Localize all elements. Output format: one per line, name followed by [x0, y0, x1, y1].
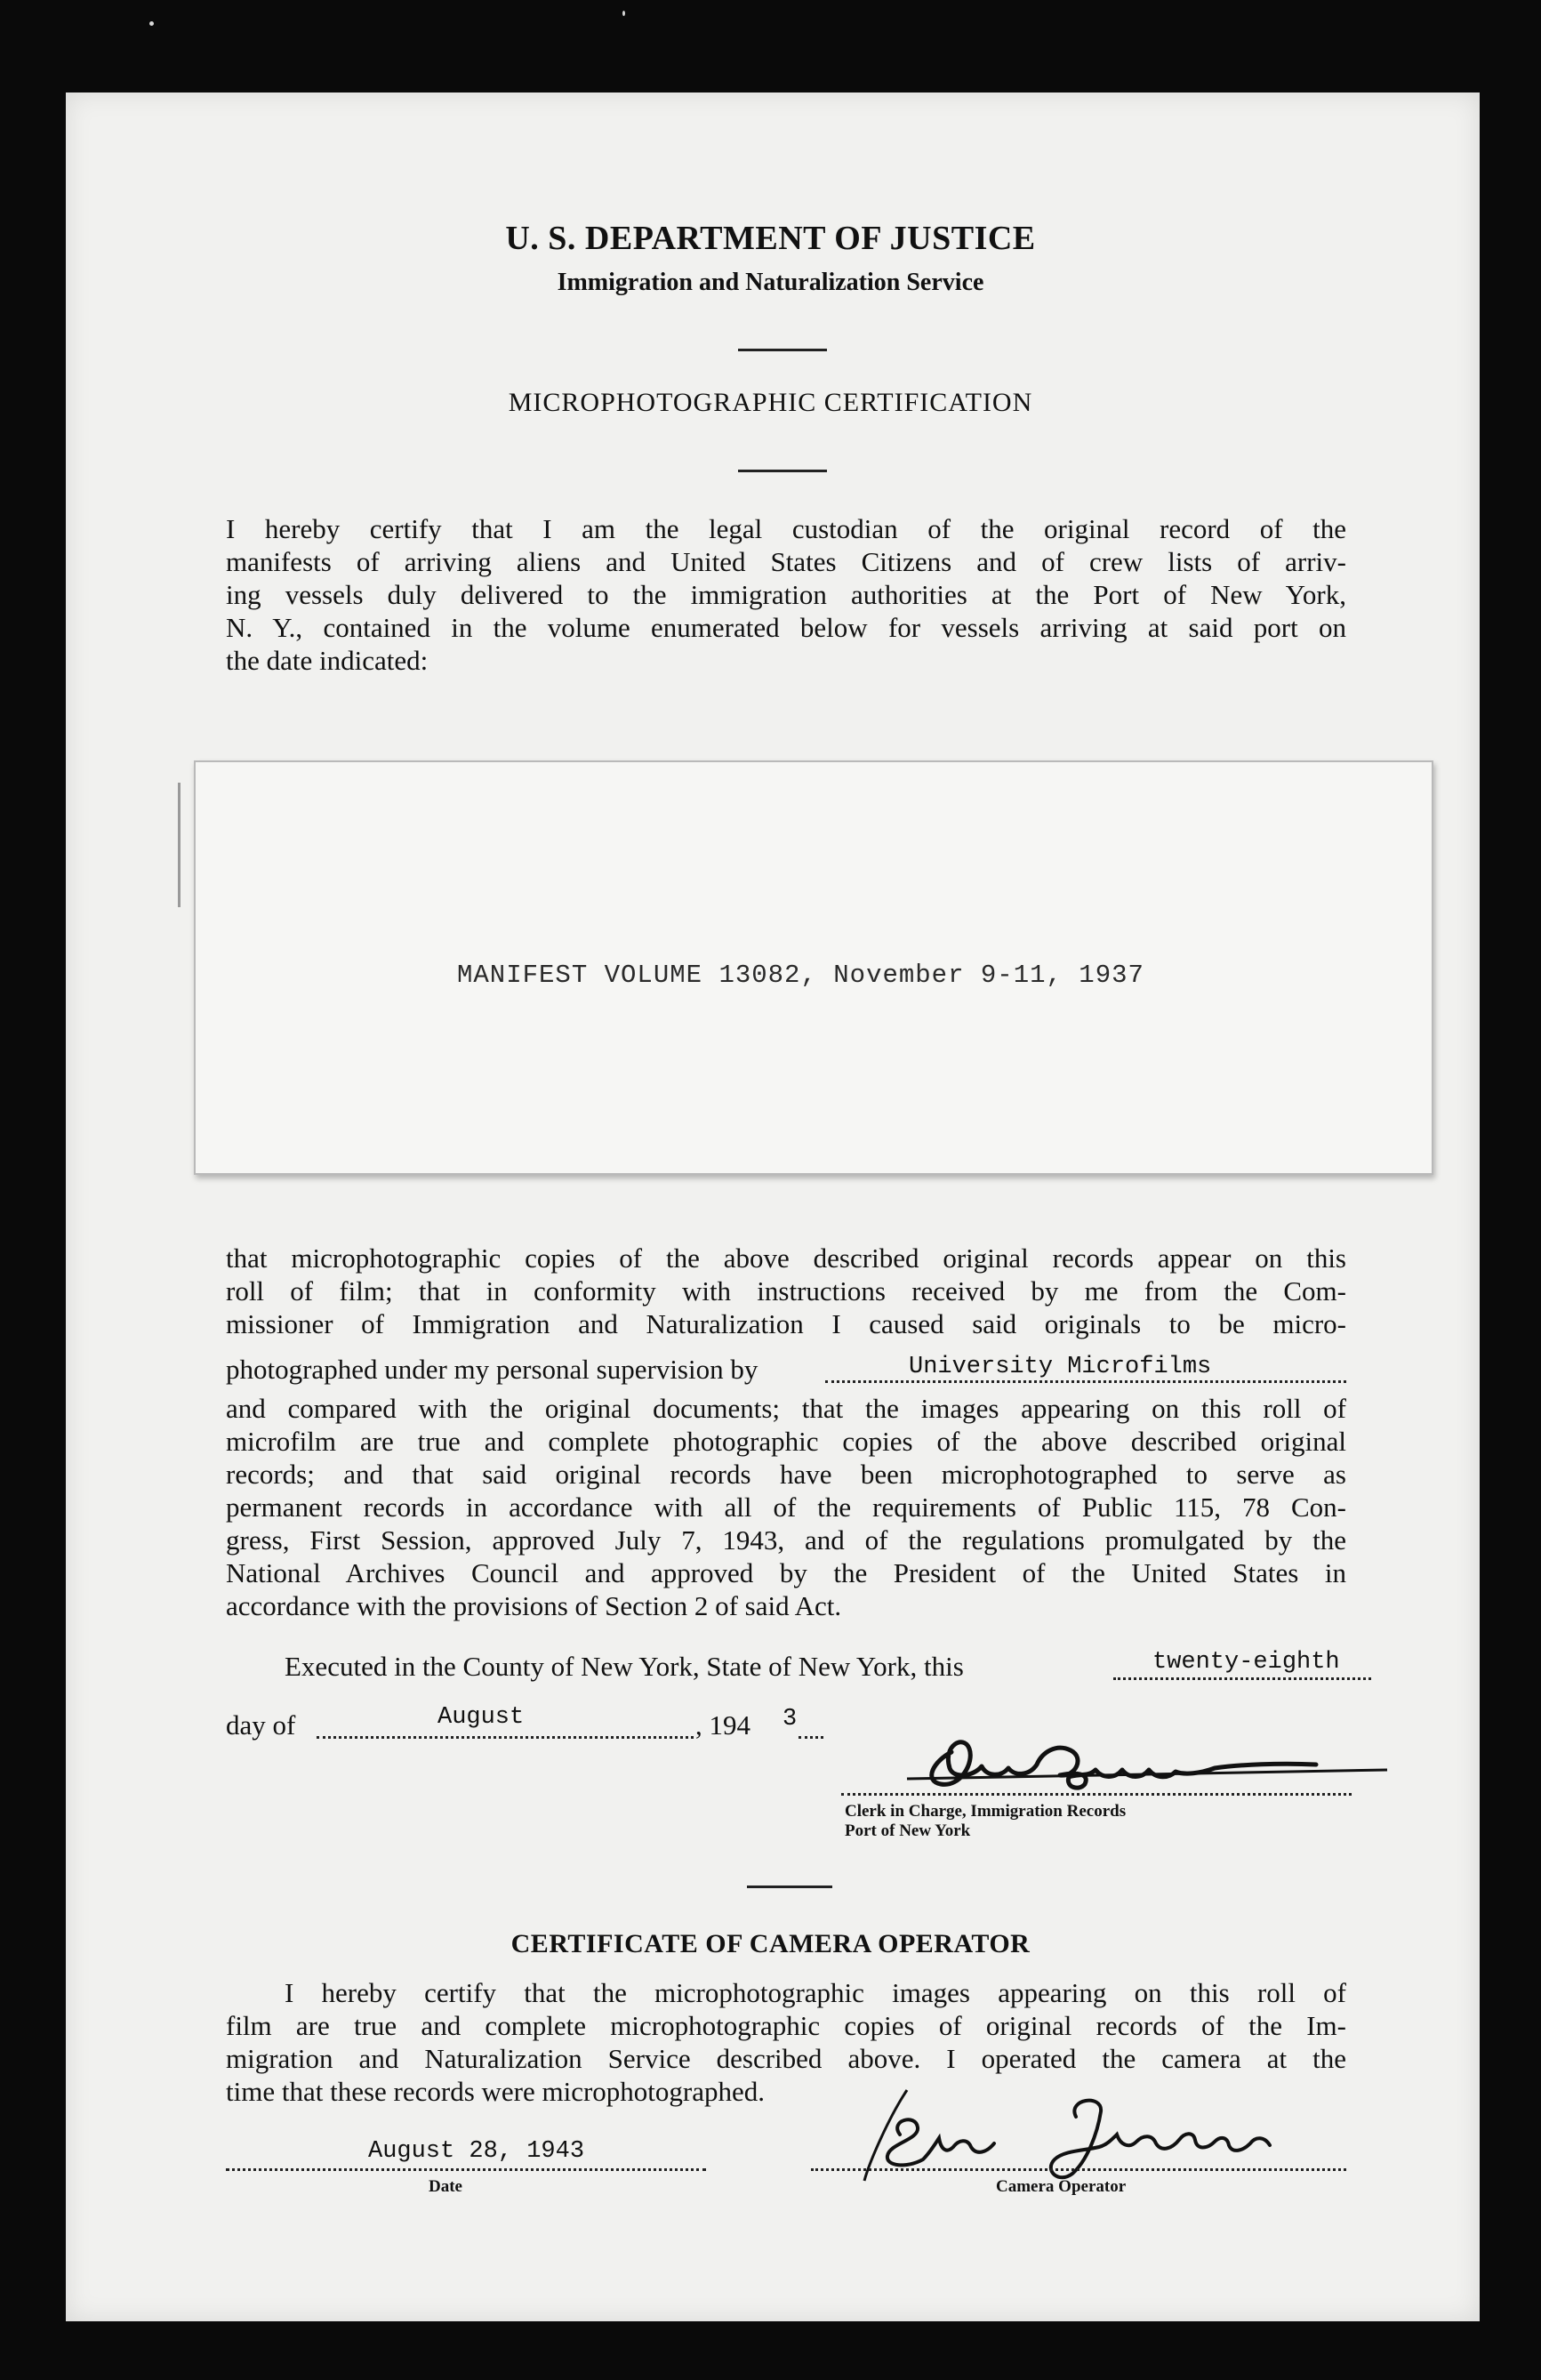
date-dotted-line: [226, 2168, 706, 2171]
supervision-text: photographed under my personal supervision by: [226, 1354, 758, 1385]
service-subtitle: Immigration and Naturalization Service: [557, 269, 984, 296]
clerk-signature-line: [841, 1793, 1352, 1796]
manifest-volume-label: MANIFEST VOLUME 13082, November 9-11, 1937: [457, 961, 1144, 990]
executed-dotted-line: [1113, 1677, 1371, 1680]
body-line: gress, First Session, approved July 7, 1943, and of the regulations promulgated by the: [226, 1524, 1346, 1556]
camera-line: film are true and complete microphotographic copies of original records of the Im-: [226, 2010, 1346, 2041]
camera-operator-title: CERTIFICATE OF CAMERA OPERATOR: [510, 1929, 1031, 1958]
body-line: that microphotographic copies of the above described original records appear on this: [226, 1242, 1346, 1274]
body-line: roll of film; that in conformity with instructions received by me from the Com-: [226, 1275, 1346, 1307]
year-digit-value: 3: [783, 1706, 798, 1733]
date-caption: Date: [429, 2177, 462, 2196]
operator-signature: [854, 2081, 1316, 2188]
dust-speck: [149, 21, 154, 26]
camera-line: migration and Naturalization Service described above. I operated the camera at the: [226, 2043, 1346, 2074]
divider: [738, 349, 827, 351]
operator-signature-line: [811, 2168, 1346, 2171]
intro-line: manifests of arriving aliens and United States Citizens and of crew lists of arriv-: [226, 546, 1346, 577]
supervision-by-value: University Microfilms: [909, 1354, 1212, 1380]
month-dotted-line: [317, 1736, 694, 1739]
executed-day-value: twenty-eighth: [1152, 1649, 1340, 1676]
year-prefix: , 194: [695, 1709, 750, 1741]
divider: [747, 1886, 832, 1888]
intro-line: N. Y., contained in the volume enumerated below for vessels arriving at said port on: [226, 612, 1346, 643]
executed-text: Executed in the County of New York, State of New York, this: [285, 1651, 964, 1682]
clerk-port-caption: Port of New York: [845, 1821, 971, 1840]
body-line: accordance with the provisions of Section 2 of said Act.: [226, 1590, 842, 1621]
clerk-caption: Clerk in Charge, Immigration Records: [845, 1802, 1127, 1821]
intro-line: the date indicated:: [226, 645, 429, 676]
intro-line: ing vessels duly delivered to the immigration authorities at the Port of New York,: [226, 579, 1346, 610]
department-title: U. S. DEPARTMENT OF JUSTICE: [505, 220, 1036, 257]
certification-title: MICROPHOTOGRAPHIC CERTIFICATION: [508, 388, 1033, 417]
camera-line: time that these records were microphotographed.: [226, 2076, 765, 2107]
body-line: and compared with the original documents; that the images appearing on this roll of: [226, 1393, 1346, 1424]
day-of-label: day of: [226, 1709, 296, 1741]
date-value: August 28, 1943: [368, 2138, 585, 2165]
supervision-dotted-line: [825, 1380, 1346, 1383]
body-line: permanent records in accordance with all of the requirements of Public 115, 78 Con-: [226, 1492, 1346, 1523]
divider: [738, 470, 827, 472]
operator-caption: Camera Operator: [996, 2177, 1127, 2196]
camera-line: I hereby certify that the microphotographic images appearing on this roll of: [285, 1977, 1346, 2008]
body-line: records; and that said original records have been microphotographed to serve as: [226, 1459, 1346, 1490]
month-value: August: [437, 1704, 525, 1731]
body-line: missioner of Immigration and Naturalization I caused said originals to be micro-: [226, 1308, 1346, 1339]
body-line: microfilm are true and complete photographic copies of the above described original: [226, 1426, 1346, 1457]
dust-speck: [622, 11, 625, 16]
intro-line: I hereby certify that I am the legal custodian of the original record of the: [226, 513, 1346, 544]
body-line: National Archives Council and approved by the President of the United States in: [226, 1557, 1346, 1588]
